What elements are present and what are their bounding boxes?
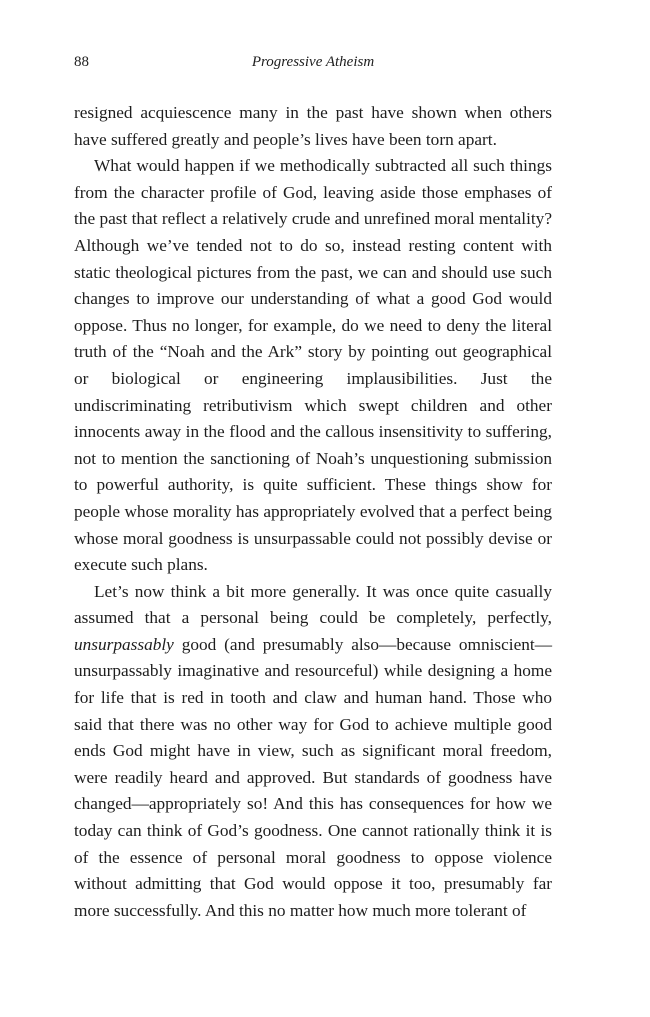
paragraph-text-before: Let’s now think a bit more generally. It was once quite casually assumed that a personal being could be completely, perfectly, — [74, 581, 552, 628]
emphasized-word: unsurpassably — [74, 634, 174, 654]
paragraph-standards-of-goodness — [74, 579, 552, 925]
body-text — [74, 100, 552, 924]
paragraph-text-after: good (and presumably also—because omniscient—unsurpassably imaginative and resourceful) while designing a home for life that is red in tooth and claw and human hand. Those who said that there was no other way for God to achieve multiple good ends God might have in view, such as significant moral freedom, were readily heard and approved. But standards of goodness have changed—appropriately so! And this has consequences for how we today can think of God’s goodness. One cannot rationally think it is of the essence of personal moral goodness to oppose violence without admitting that God would oppose it too, presumably far more successfully. And this no matter how much more tolerant of — [74, 634, 552, 920]
paragraph-noah-and-the-ark: What would happen if we methodically subtracted all such things from the character profile of God, leaving aside those emphases of the past that reflect a relatively crude and unrefined moral mentality? Although we’ve tended not to do so, instead resting content with static theological pictures from the past, we can and should use such changes to improve our understanding of what a good God would oppose. Thus no longer, for example, do we need to deny the literal truth of the “Noah and the Ark” story by pointing out geographical or biological or engineering implausibilities. Just the undiscriminating retributivism which swept children and other innocents away in the flood and the callous insensitivity to suffering, not to mention the sanctioning of Noah’s unquestioning submission to powerful authority, is quite sufficient. These things show for people whose morality has appropriately evolved that a perfect being whose moral goodness is unsurpassable could not possibly devise or execute such plans. — [74, 156, 552, 575]
book-title: Progressive Atheism — [251, 54, 375, 70]
page-number: 88 — [74, 54, 89, 70]
running-header — [74, 52, 552, 72]
paragraph-continued: resigned acquiescence many in the past have shown when others have suffered greatly and people’s lives have been torn apart. — [74, 103, 552, 149]
